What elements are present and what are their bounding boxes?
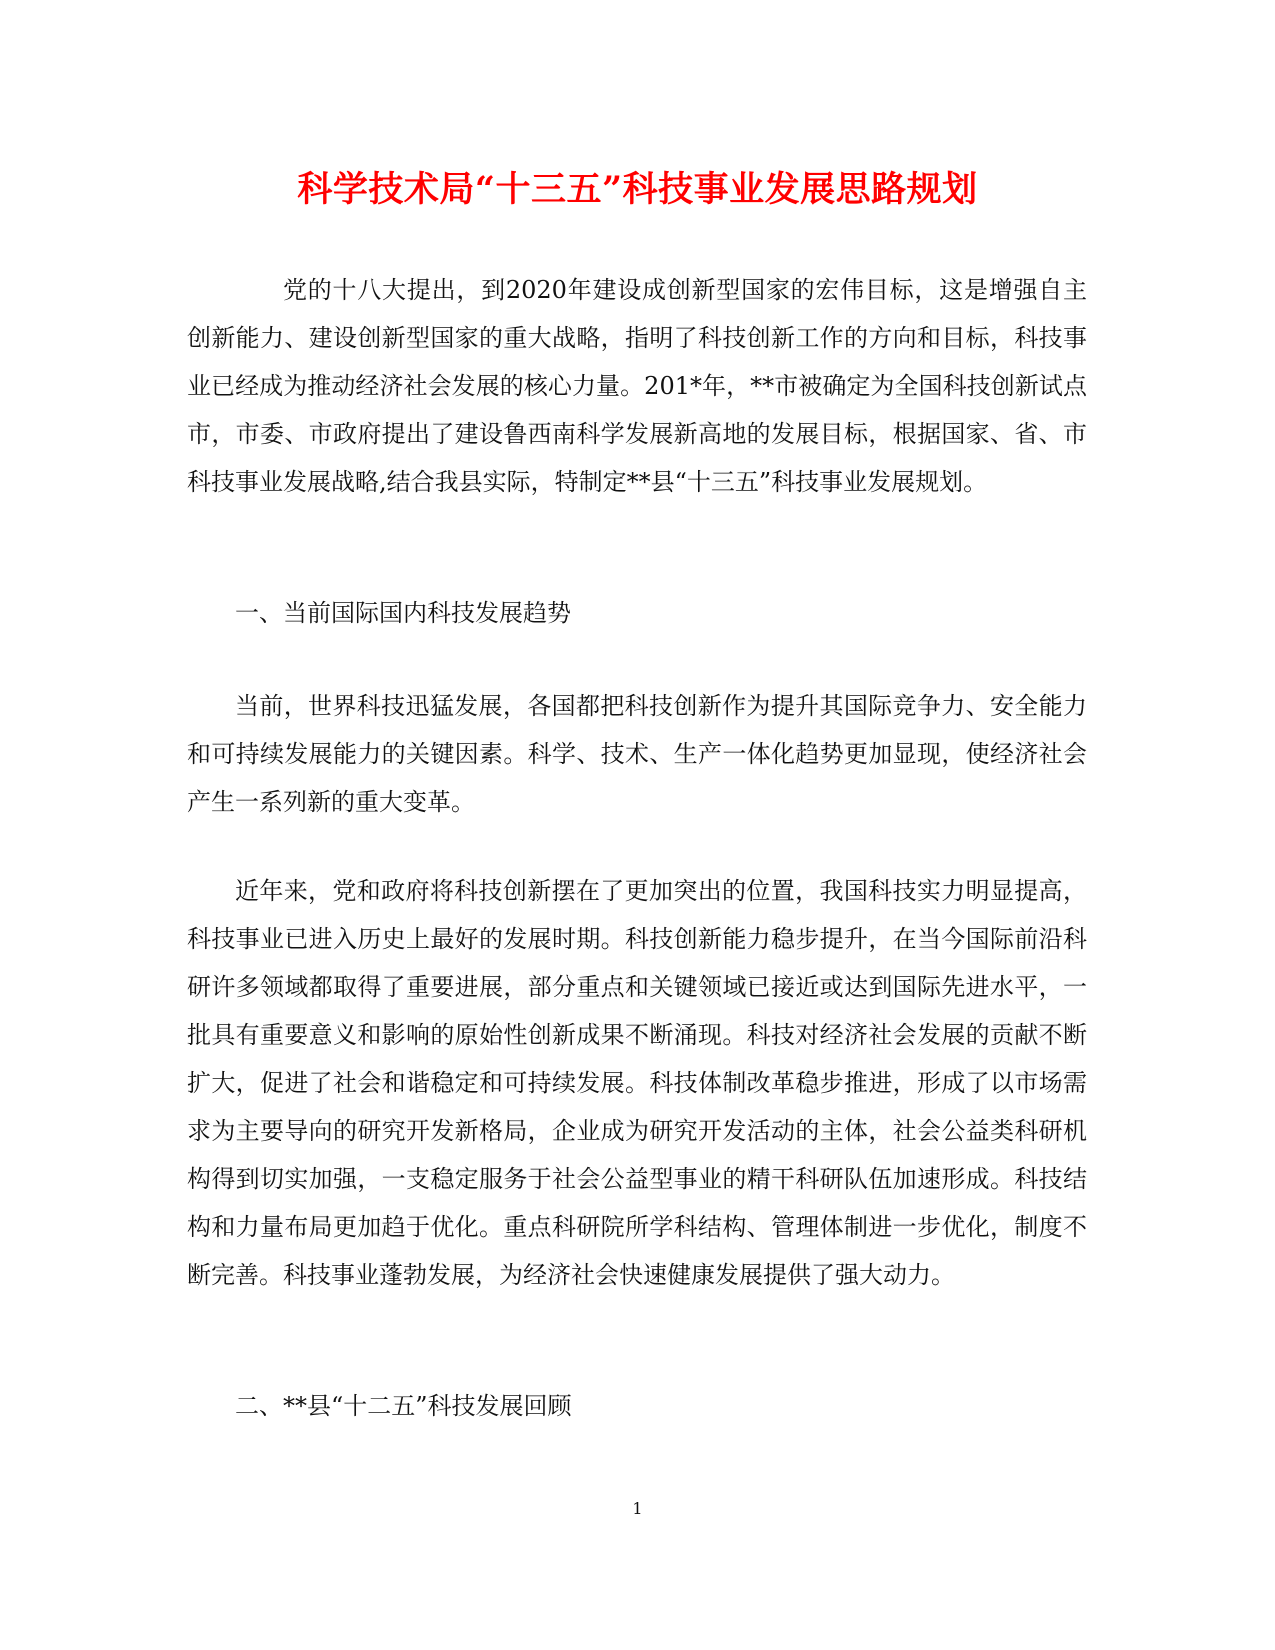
section-heading-1: 一、当前国际国内科技发展趋势 [235, 599, 571, 627]
intro-paragraph: 党的十八大提出，到2020年建设成创新型国家的宏伟目标，这是增强自主创新能力、建设创新型国家的重大战略，指明了科技创新工作的方向和目标，科技事业已经成为推动经济社会发展的核心力量。201*年，**市被确定为全国科技创新试点市，市委、市政府提出了建设鲁西南科学发展新高地的发展目标，根据国家、省、市科技事业发展战略,结合我县实际，特制定**县“十三五”科技事业发展规划。 [187, 276, 1087, 496]
section-1-paragraph-2: 近年来，党和政府将科技创新摆在了更加突出的位置，我国科技实力明显提高，科技事业已进入历史上最好的发展时期。科技创新能力稳步提升，在当今国际前沿科研许多领域都取得了重要进展，部分重点和关键领域已接近或达到国际先进水平，一批具有重要意义和影响的原始性创新成果不断涌现。科技对经济社会发展的贡献不断扩大，促进了社会和谐稳定和可持续发展。科技体制改革稳步推进，形成了以市场需求为主要导向的研究开发新格局，企业成为研究开发活动的主体，社会公益类科研机构得到切实加强，一支稳定服务于社会公益型事业的精干科研队伍加速形成。科技结构和力量布局更加趋于优化。重点科研院所学科结构、管理体制进一步优化，制度不断完善。科技事业蓬勃发展，为经济社会快速健康发展提供了强大动力。 [187, 877, 1087, 1289]
section-heading-2: 二、**县“十二五”科技发展回顾 [235, 1392, 572, 1420]
document-title: 科学技术局“十三五”科技事业发展思路规划 [297, 169, 978, 210]
page-number: 1 [632, 1499, 643, 1518]
section-1-paragraph-1: 当前，世界科技迅猛发展，各国都把科技创新作为提升其国际竞争力、安全能力和可持续发展能力的关键因素。科学、技术、生产一体化趋势更加显现，使经济社会产生一系列新的重大变革。 [187, 692, 1087, 816]
